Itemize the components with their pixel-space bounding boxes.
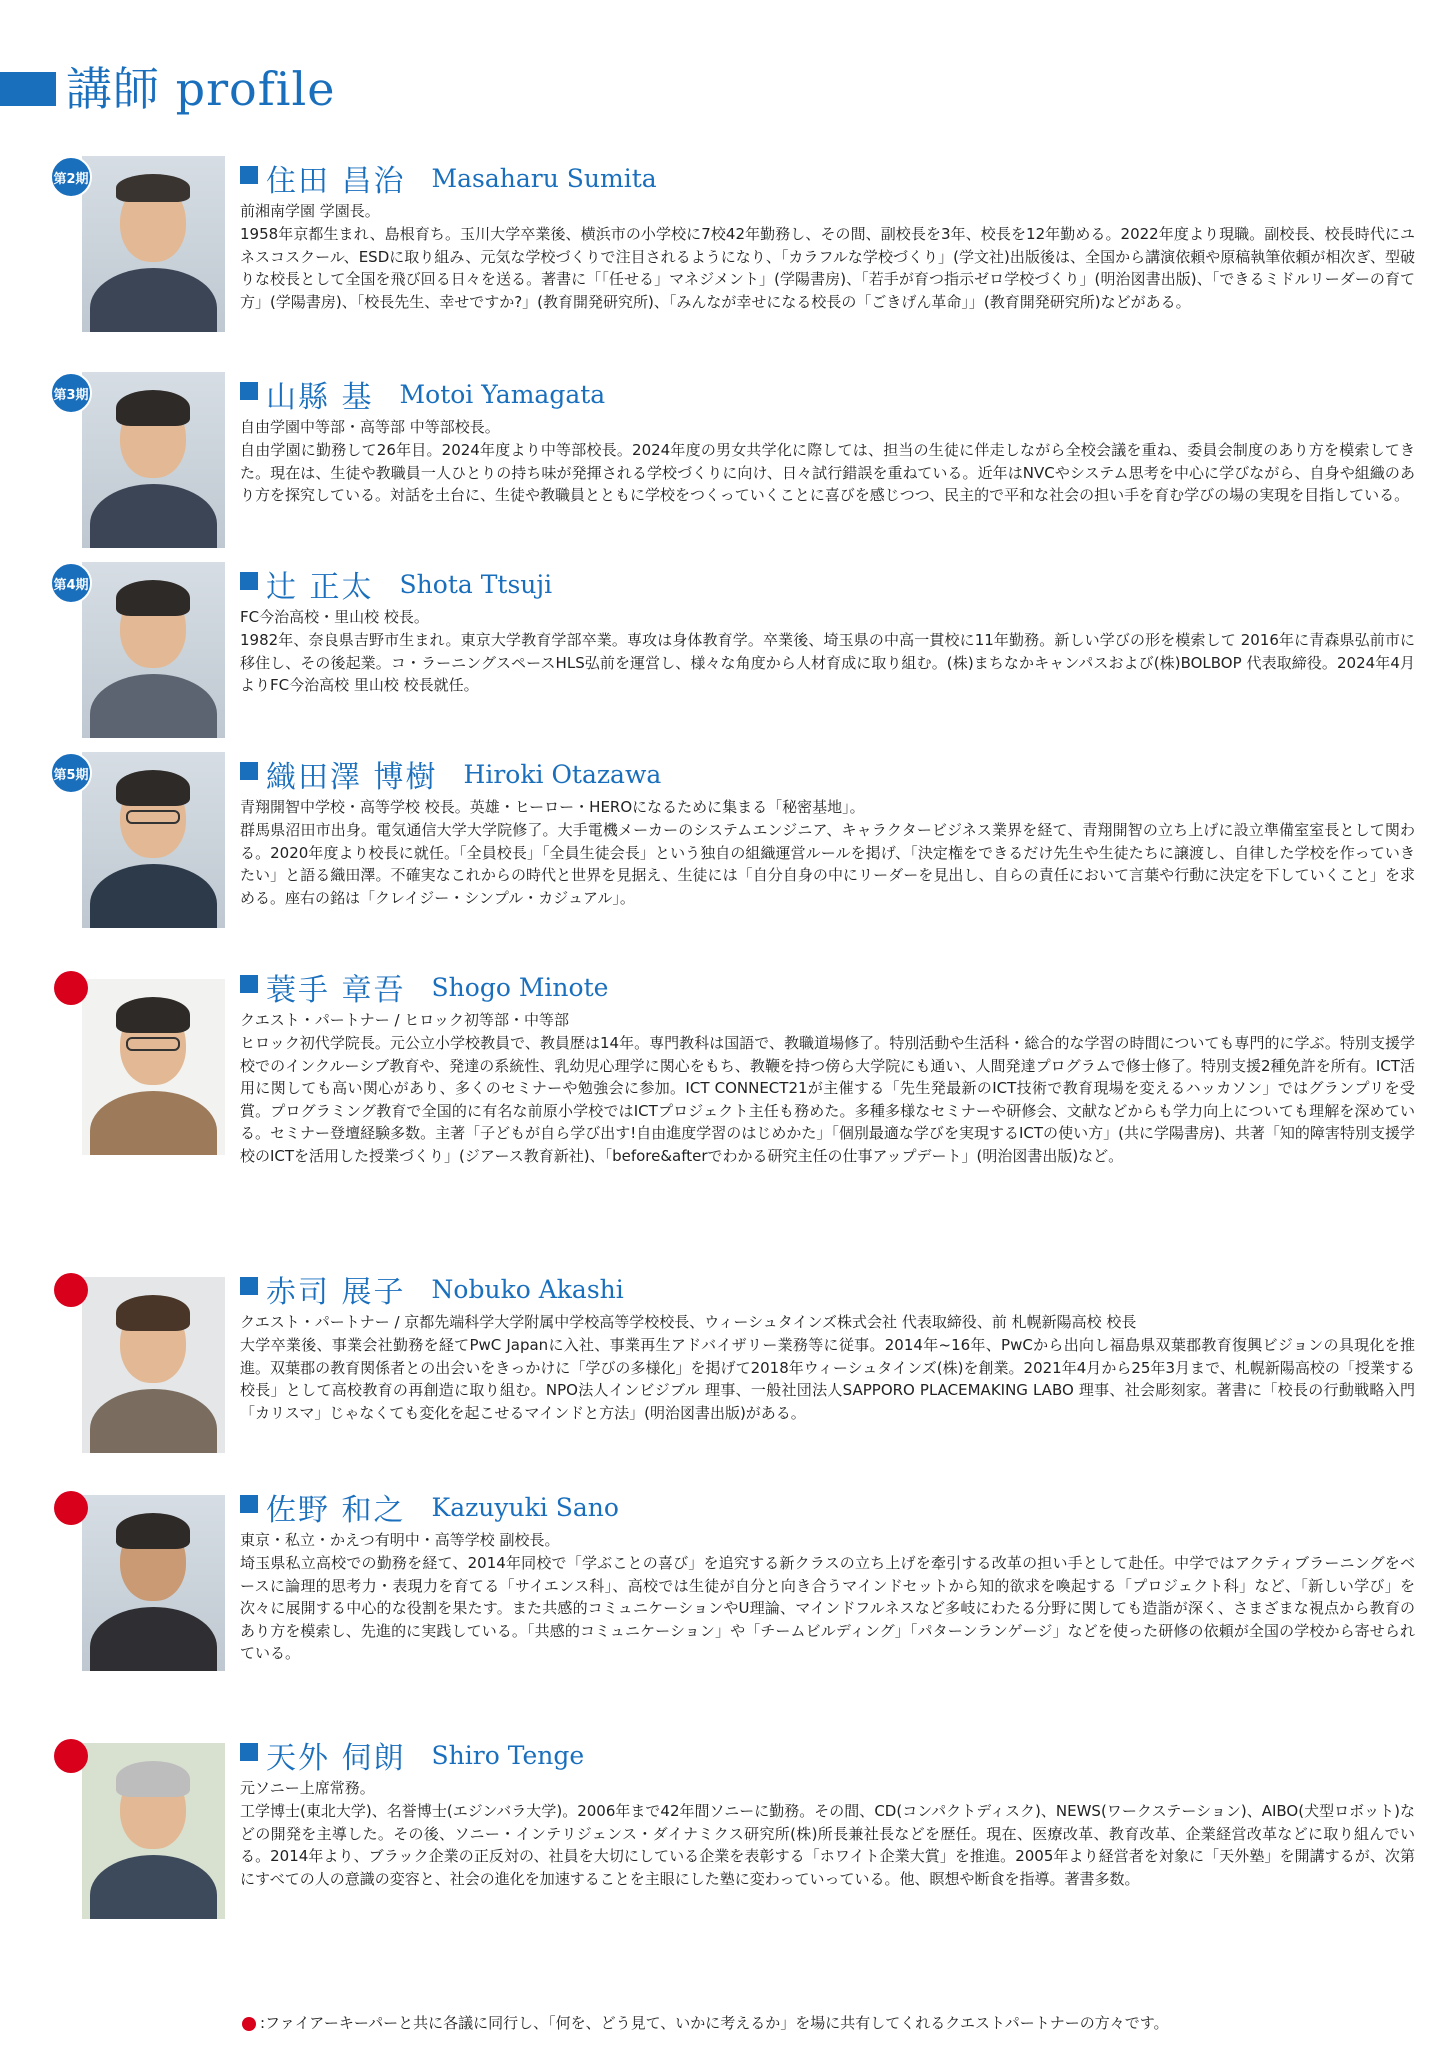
term-badge: 第3期 bbox=[50, 372, 92, 414]
speaker-name-row bbox=[240, 156, 657, 199]
speaker-role: クエスト・パートナー / 京都先端科学大学附属中学校高等学校校長、ウィーシュタインズ株式会社 代表取締役、前 札幌新陽高校 校長 bbox=[240, 1313, 1137, 1331]
speaker-bio: 埼玉県私立高校での勤務を経て、2014年同校で「学ぶことの喜び」を追究する新クラスの立ち上げを牽引する改革の担い手として赴任。中学ではアクティブラーニングをベースに論理的思考力・表現力を育てる「サイエンス科」、高校では生徒が自分と向き合うマインドセットから知的欲求を喚起する「プロジェクト科」など、「新しい学び」を次々に展開する中心的な役割を果たす。また共感的コミュニケーションやU理論、マインドフルネスなど多岐にわたる分野に関しても造詣が深く、さまざまな視点から教育のあり方を模索し、先進的に実践している。「共感的コミュニケーション」や「チームビルディング」「パターンランゲージ」などを使った研修の依頼が全国の学校から寄せられている。 bbox=[240, 1554, 1415, 1662]
term-badge: 第4期 bbox=[50, 562, 92, 604]
square-bullet-icon bbox=[240, 572, 258, 590]
page-header bbox=[0, 62, 400, 116]
speaker-bio: ヒロック初代学院長。元公立小学校教員で、教員歴は14年。専門教科は国語で、教職道場修了。特別活動や生活科・総合的な学習の時間についても専門的に学ぶ。特別支援学校でのインクルーシブ教育や、発達の系統性、乳幼児心理学に関心をもち、教鞭を持つ傍ら大学院にも通い、人間発達プログラムで修士修了。特別支援2種免許を所有。ICT活用に関しても高い関心があり、多くのセミナーや勉強会に参加。ICT CONNECT21が主催する「先生発最新のICT技術で教育現場を変えるハッカソン」ではグランプリを受賞。プログラミング教育で全国的に有名な前原小学校ではICTプロジェクト主任も務めた。多種多様なセミナーや研修会、文献などからも学力向上についても理解を深めている。セミナー登壇経験多数。主著「子どもが自ら学び出す!自由進度学習のはじめかた」「個別最適な学びを実現するICTの使い方」(共に学陽書房)、共著「知的障害特別支援学校のICTを活用した授業づくり」(ジアース教育新社)、「before&afterでわかる研究主任の仕事アップデート」(明治図書出版)など。 bbox=[240, 1034, 1415, 1165]
speaker-name-row bbox=[240, 965, 609, 1008]
speaker-role: 前湘南学園 学園長。 bbox=[240, 202, 380, 220]
speaker-name-row bbox=[240, 1485, 619, 1528]
speaker-name-jp: 山縣 基 bbox=[266, 380, 374, 415]
speaker-name-jp: 蓑手 章吾 bbox=[266, 973, 406, 1008]
speaker-role: 東京・私立・かえつ有明中・高等学校 副校長。 bbox=[240, 1531, 560, 1549]
partner-dot-icon bbox=[54, 1491, 88, 1525]
speaker-role: 青翔開智中学校・高等学校 校長。英雄・ヒーロー・HEROになるために集まる「秘密基地」。 bbox=[240, 798, 865, 816]
partner-dot-icon bbox=[54, 971, 88, 1005]
speaker-name-en: Shota Ttsuji bbox=[399, 569, 553, 599]
footnote bbox=[242, 2012, 1169, 2033]
partner-dot-icon bbox=[54, 1273, 88, 1307]
speaker-bio: 大学卒業後、事業会社勤務を経てPwC Japanに入社、事業再生アドバイザリー業務等に従事。2014年~16年、PwCから出向し福島県双葉郡教育復興ビジョンの具現化を推進。双葉郡の教育関係者との出会いをきっかけに「学びの多様化」を掲げて2018年ウィーシュタインズ(株)を創業。2021年4月から25年3月まで、札幌新陽高校の「授業する校長」として高校教育の再創造に取り組む。NPO法人インビジブル 理事、一般社団法人SAPPORO PLACEMAKING LABO 理事、社会彫刻家。著書に「校長の行動戦略入門「カリスマ」じゃなくても変化を起こせるマインドと方法」(明治図書出版)がある。 bbox=[240, 1336, 1415, 1422]
speaker-photo bbox=[82, 979, 225, 1155]
speaker-name-en: Hiroki Otazawa bbox=[463, 759, 662, 789]
square-bullet-icon bbox=[240, 1277, 258, 1295]
speaker-photo bbox=[82, 1495, 225, 1671]
speaker-bio: 自由学園に勤務して26年目。2024年度より中等部校長。2024年度の男女共学化に際しては、担当の生徒に伴走しながら全校会議を重ね、委員会制度のあり方を模索してきた。現在は、生徒や教職員一人ひとりの持ち味が発揮される学校づくりに向け、日々試行錯誤を重ねている。近年はNVCやシステム思考を中心に学びながら、自身や組織のあり方を探究している。対話を土台に、生徒や教職員とともに学校をつくっていくことに喜びを感じつつ、民主的で平和な社会の担い手を育む学びの場の実現を目指している。 bbox=[240, 441, 1415, 504]
speaker-name-row bbox=[240, 752, 662, 795]
speaker-photo bbox=[82, 156, 225, 332]
speaker-name-jp: 住田 昌治 bbox=[266, 164, 406, 199]
speaker-photo bbox=[82, 1277, 225, 1453]
speaker-bio: 工学博士(東北大学)、名誉博士(エジンバラ大学)。2006年まで42年間ソニーに勤務。その間、CD(コンパクトディスク)、NEWS(ワークステーション)、AIBO(犬型ロボット)などの開発を主導した。その後、ソニー・インテリジェンス・ダイナミクス研究所(株)所長兼社長などを歴任。現在、医療改革、教育改革、企業経営改革などに取り組んでいる。2014年より、ブラック企業の正反対の、社員を大切にしている企業を表彰する「ホワイト企業大賞」を推進。2005年より経営者を対象に「天外塾」を開講するが、次第にすべての人の意識の変容と、社会の進化を加速することを主眼にした塾に変わっていっている。他、瞑想や断食を指導。著書多数。 bbox=[240, 1802, 1415, 1888]
speaker-role: 元ソニー上席常務。 bbox=[240, 1779, 375, 1797]
speaker-name-row bbox=[240, 372, 606, 415]
partner-dot-icon bbox=[54, 1739, 88, 1773]
footnote-text: :ファイアーキーパーと共に各議に同行し、「何を、どう見て、いかに考えるか」を場に共有してくれるクエストパートナーの方々です。 bbox=[260, 2014, 1169, 2032]
speaker-name-jp: 赤司 展子 bbox=[266, 1275, 406, 1310]
term-badge: 第5期 bbox=[50, 752, 92, 794]
speaker-bio: 群馬県沼田市出身。電気通信大学大学院修了。大手電機メーカーのシステムエンジニア、キャラクタービジネス業界を経て、青翔開智の立ち上げに設立準備室室長として関わる。2020年度より校長に就任。「全員校長」「全員生徒会長」という独自の組織運営ルールを掲げ、「決定権をできるだけ先生や生徒たちに譲渡し、自律した学校を作っていきたい」と語る織田澤。不確実なこれからの時代と世界を見据え、生徒には「自分自身の中にリーダーを見出し、自らの責任において言葉や行動に決定を下していくこと」を求める。座右の銘は「クレイジー・シンプル・カジュアル」。 bbox=[240, 821, 1415, 907]
square-bullet-icon bbox=[240, 1743, 258, 1761]
speaker-name-en: Nobuko Akashi bbox=[431, 1274, 624, 1304]
speaker-name-row bbox=[240, 562, 553, 605]
speaker-name-row bbox=[240, 1267, 624, 1310]
term-badge: 第2期 bbox=[50, 156, 92, 198]
speaker-photo bbox=[82, 752, 225, 928]
speaker-photo bbox=[82, 372, 225, 548]
square-bullet-icon bbox=[240, 762, 258, 780]
speaker-name-jp: 天外 伺朗 bbox=[266, 1741, 406, 1776]
header-accent-bar bbox=[0, 72, 56, 106]
speaker-name-en: Motoi Yamagata bbox=[399, 379, 606, 409]
speaker-bio: 1958年京都生まれ、島根育ち。玉川大学卒業後、横浜市の小学校に7校42年勤務し、その間、副校長を3年、校長を12年勤める。2022年度より現職。副校長、校長時代にユネスコスクール、ESDに取り組み、元気な学校づくりで注目されるようになり、「カラフルな学校づくり」(学文社)出版後は、全国から講演依頼や原稿執筆依頼が相次ぎ、型破りな校長として全国を飛び回る日々を送る。著書に「「任せる」マネジメント」(学陽書房)、「若手が育つ指示ゼロ学校づくり」(明治図書出版)、「できるミドルリーダーの育て方」(学陽書房)、「校長先生、幸せですか?」(教育開発研究所)、「みんなが幸せになる校長の「ごきげん革命」」(教育開発研究所)などがある。 bbox=[240, 225, 1415, 311]
square-bullet-icon bbox=[240, 166, 258, 184]
speaker-role: クエスト・パートナー / ヒロック初等部・中等部 bbox=[240, 1011, 569, 1029]
speaker-role: 自由学園中等部・高等部 中等部校長。 bbox=[240, 418, 500, 436]
speaker-name-en: Masaharu Sumita bbox=[431, 163, 657, 193]
speaker-name-row bbox=[240, 1733, 585, 1776]
speaker-name-jp: 佐野 和之 bbox=[266, 1493, 406, 1528]
square-bullet-icon bbox=[240, 975, 258, 993]
square-bullet-icon bbox=[240, 1495, 258, 1513]
speaker-name-en: Kazuyuki Sano bbox=[431, 1492, 619, 1522]
speaker-photo bbox=[82, 562, 225, 738]
speaker-name-jp: 辻 正太 bbox=[266, 570, 374, 605]
square-bullet-icon bbox=[240, 382, 258, 400]
speaker-name-en: Shogo Minote bbox=[431, 972, 609, 1002]
speaker-photo bbox=[82, 1743, 225, 1919]
page-title: 講師 profile bbox=[66, 62, 336, 116]
partner-dot-icon bbox=[242, 2017, 256, 2031]
speaker-bio: 1982年、奈良県吉野市生まれ。東京大学教育学部卒業。専攻は身体教育学。卒業後、埼玉県の中高一貫校に11年勤務。新しい学びの形を模索して 2016年に青森県弘前市に移住し、その後起業。コ・ラーニングスペースHLS弘前を運営し、様々な角度から人材育成に取り組む。(株)まちなかキャンパスおよび(株)BOLBOP 代表取締役。2024年4月よりFC今治高校 里山校 校長就任。 bbox=[240, 631, 1415, 694]
speaker-name-jp: 織田澤 博樹 bbox=[266, 760, 438, 795]
speaker-role: FC今治高校・里山校 校長。 bbox=[240, 608, 429, 626]
speaker-name-en: Shiro Tenge bbox=[431, 1740, 585, 1770]
